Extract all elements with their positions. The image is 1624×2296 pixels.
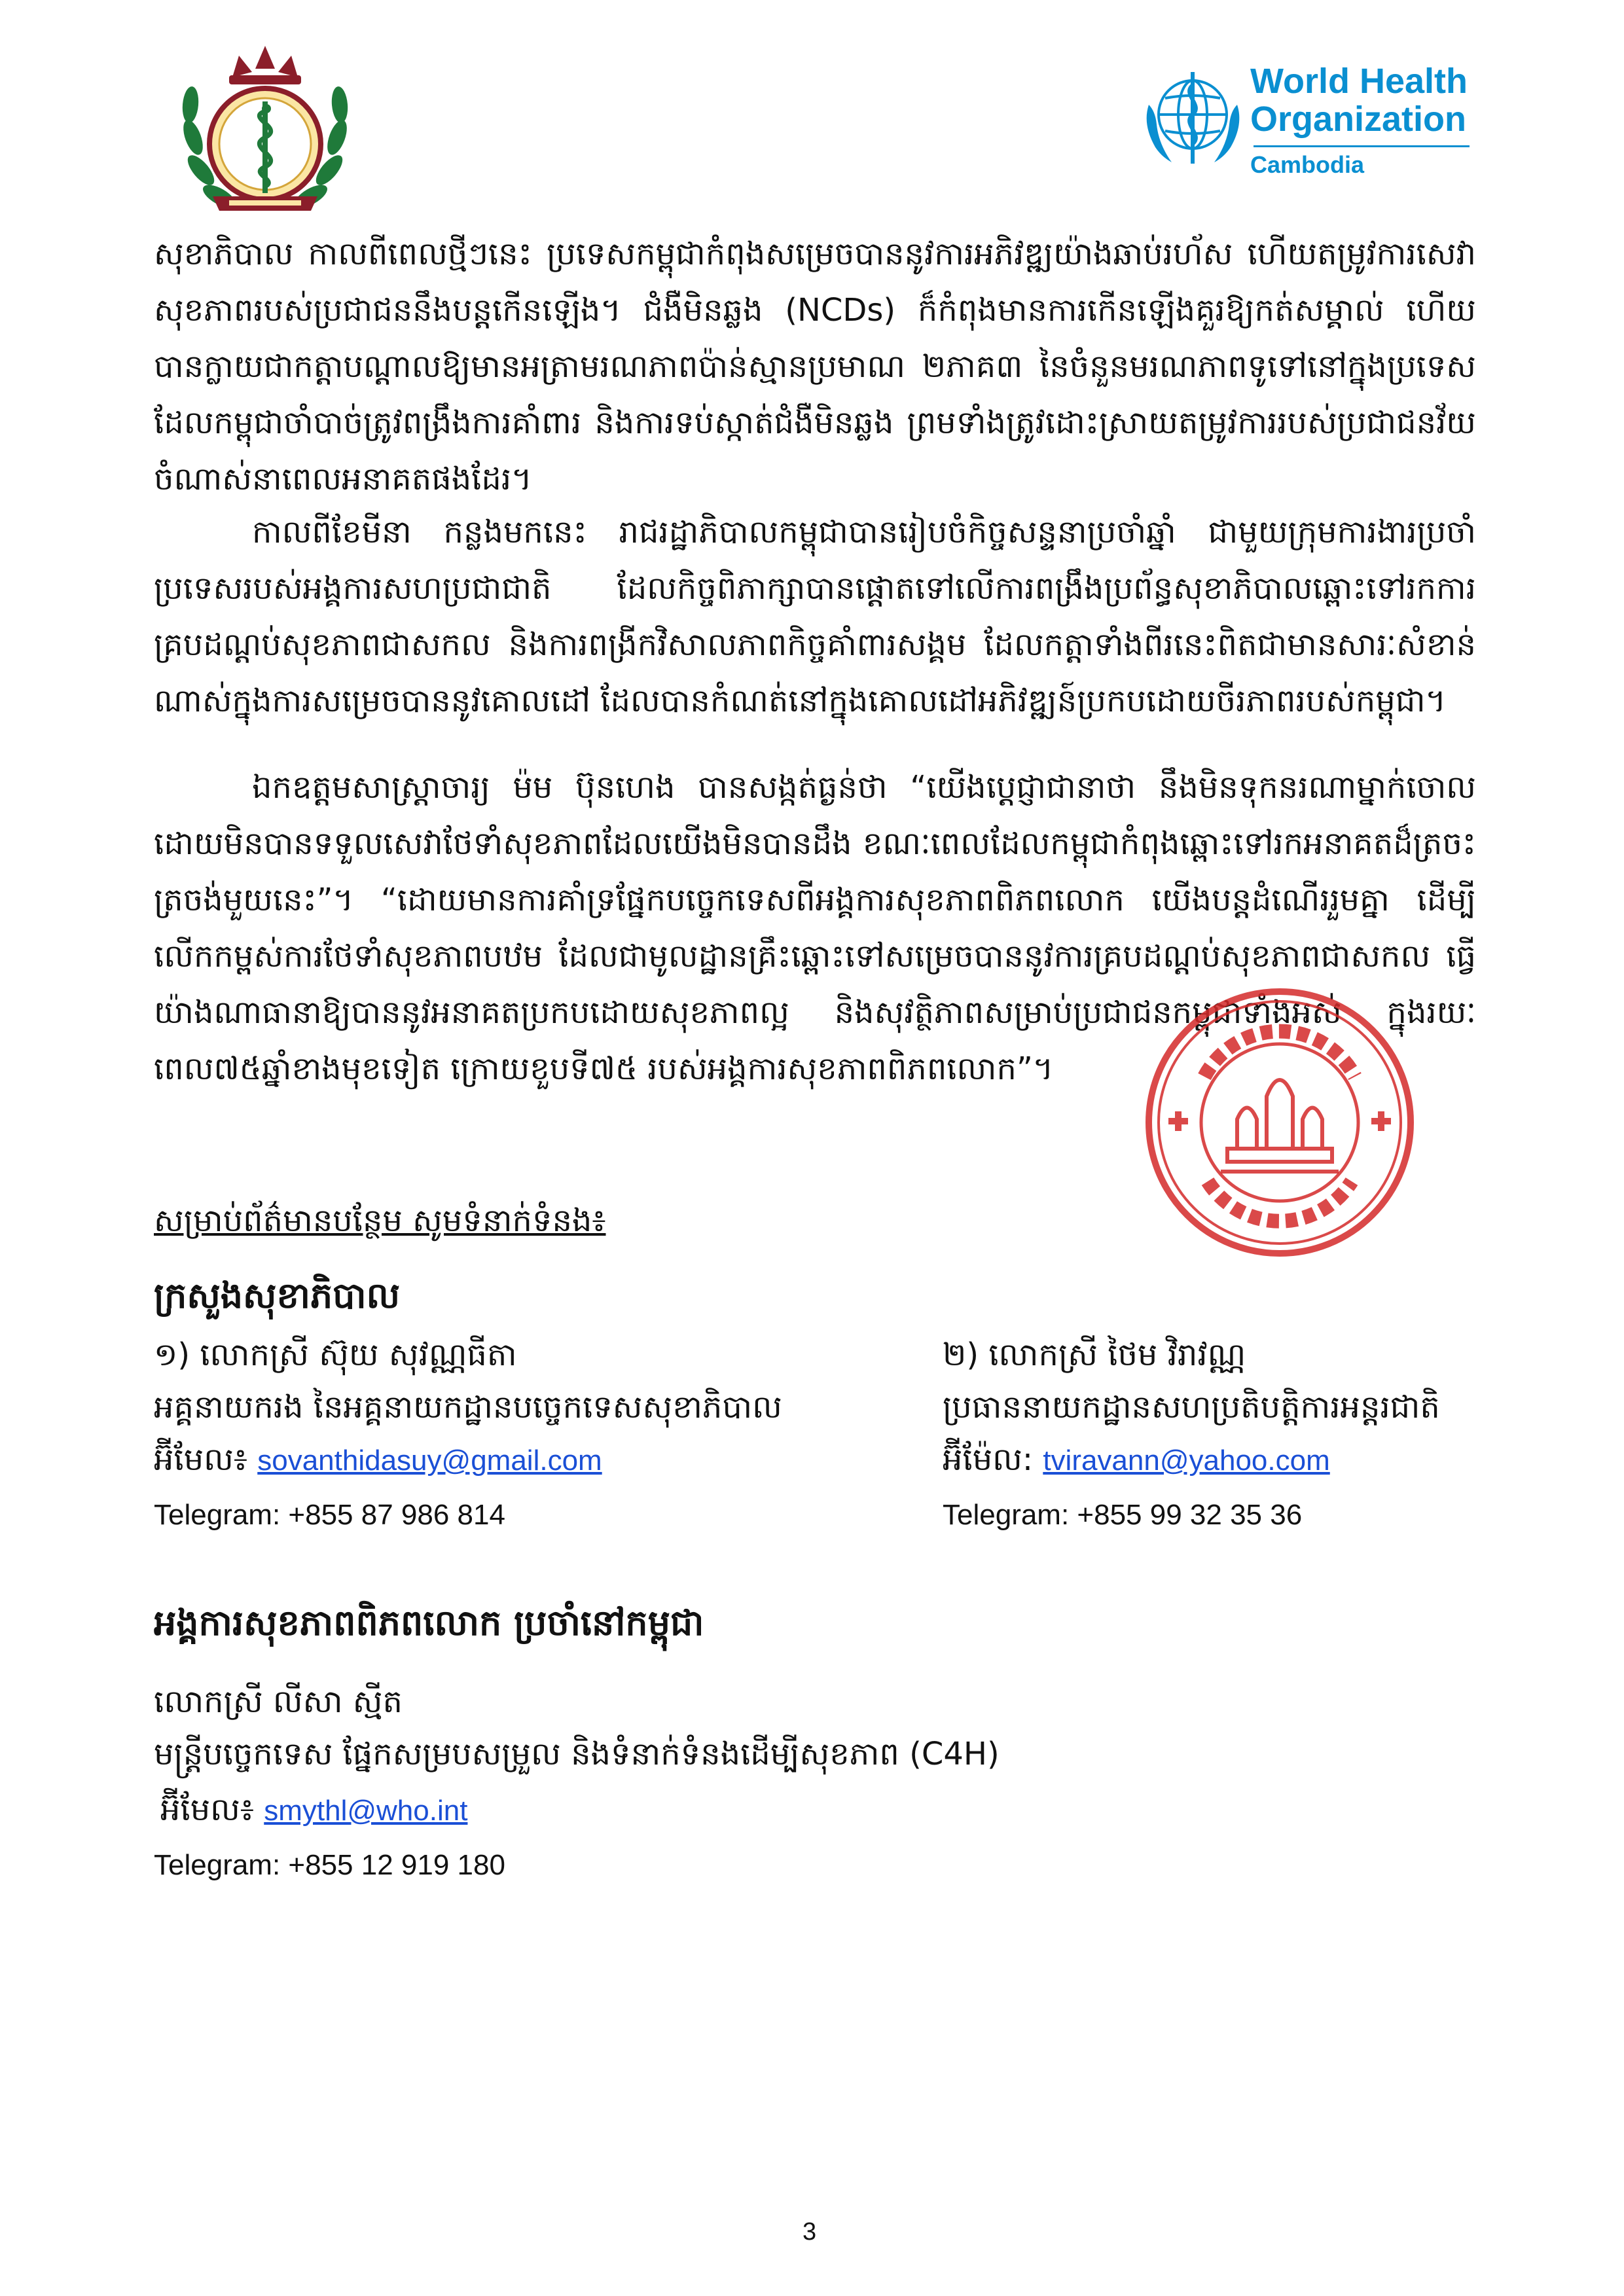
contact-2-title: ប្រធាននាយកដ្ឋានសហប្រតិបត្តិការអន្តរជាតិ <box>943 1389 1440 1426</box>
contact-1-email-label: អ៊ីមែល៖ <box>154 1441 247 1478</box>
contact-3-name: លោកស្រី លីសា ស្មីត <box>154 1683 403 1720</box>
contact-3-email-row <box>160 1790 467 1831</box>
who-contacts-heading: អង្គការសុខភាពពិភពលោក ប្រចាំនៅកម្ពុជា <box>154 1602 704 1643</box>
ministry-of-health-logo <box>167 39 363 229</box>
contact-2-email-label: អ៊ីម៉ែល: <box>943 1441 1034 1478</box>
who-logo-divider <box>1254 145 1470 147</box>
more-info-label: សម្រាប់ព័ត៌មានបន្ថែម សូមទំនាក់ទំនង៖ <box>154 1202 606 1239</box>
page-number: 3 <box>803 2218 817 2246</box>
contact-3-email-link[interactable]: smythl@who.int <box>264 1795 468 1827</box>
contact-1-title: អគ្គនាយករង នៃអគ្គនាយកដ្ឋានបច្ចេកទេសសុខាភិបាល <box>154 1389 782 1426</box>
who-logo-line-2: Organization <box>1250 99 1467 139</box>
contact-3-title: មន្ត្រីបច្ចេកទេស ផ្នែកសម្របសម្រួល និងទំនាក់ទំនងដើម្បីសុខភាព (C4H) <box>154 1736 1000 1772</box>
contact-2-email-link[interactable]: tviravann@yahoo.com <box>1043 1444 1330 1477</box>
contact-3-email-label: អ៊ីមែល៖ <box>160 1791 254 1828</box>
contact-1-email-row <box>154 1440 602 1480</box>
body-paragraph-3: ឯកឧត្តមសាស្ត្រាចារ្យ ម៉ម ប៊ុនហេង បានសង្កត់ធ្ងន់ថា “យើងប្តេជ្ញាជានាថា នឹងមិនទុកនរណាម្នាក់ចោលដោយមិនបានទទួលសេវាថែទាំសុខភាពដែលយើងមិនបានដឹង ខណៈពេលដែលកម្ពុជាកំពុងឆ្ពោះទៅរកអនាគតដ៏ត្រចះត្រចង់មួយនេះ”។ “ដោយមានការគាំទ្រផ្នែកបច្ចេកទេសពីអង្គការសុខភាពពិភពលោក យើងបន្តដំណើររួមគ្នា ដើម្បីលើកកម្ពស់ការថែទាំសុខភាពបឋម ដែលជាមូលដ្ឋានគ្រឹះឆ្ពោះទៅសម្រេចបាននូវការគ្របដណ្តប់សុខភាពជាសកល ធ្វើយ៉ាងណាធានាឱ្យបាននូវអនាគតប្រកបដោយសុខភាពល្អ និងសុវត្ថិភាពសម្រាប់ប្រជាជនកម្ពុជាទាំងអស់ ក្នុងរយៈពេល៧៥ឆ្នាំខាងមុខទៀត ក្រោយខួបទី៧៥ របស់អង្គការសុខភាពពិភពលោក”។ <box>154 769 1476 1087</box>
contact-2-email-row <box>943 1440 1330 1480</box>
who-emblem-icon <box>1136 59 1250 173</box>
moh-contacts-heading: ក្រសួងសុខាភិបាល <box>154 1275 400 1316</box>
who-logo-line-3: Cambodia <box>1250 151 1365 178</box>
body-paragraph-1: សុខាភិបាល កាលពីពេលថ្មីៗនេះ ប្រទេសកម្ពុជាកំពុងសម្រេចបាននូវការអភិវឌ្ឍយ៉ាងឆាប់រហ័ស ហើយតម្រូវការសេវាសុខភាពរបស់ប្រជាជននឹងបន្តកើនឡើង។ ជំងឺមិនឆ្លង (NCDs) ក៏កំពុងមានការកើនឡើងគួរឱ្យកត់សម្គាល់ ហើយបានក្លាយជាកត្តាបណ្តាលឱ្យមានអត្រាមរណភាពប៉ាន់ស្មានប្រមាណ ២ភាគ៣ នៃចំនួនមរណភាពទូទៅនៅក្នុងប្រទេស ដែលកម្ពុជាចាំបាច់ត្រូវពង្រឹងការគាំពារ និងការទប់ស្កាត់ជំងឺមិនឆ្លង ព្រមទាំងត្រូវដោះស្រាយតម្រូវការរបស់ប្រជាជនវ័យចំណាស់នាពេលអនាគតផងដែរ។ <box>154 236 1476 497</box>
contact-1-email-link[interactable]: sovanthidasuy@gmail.com <box>257 1444 602 1477</box>
contact-1-name: ១) លោកស្រី ស៊ុយ សុវណ្ណធីតា <box>154 1336 517 1373</box>
body-paragraph-2: កាលពីខែមីនា កន្លងមកនេះ រាជរដ្ឋាភិបាលកម្ពុជាបានរៀបចំកិច្ចសន្ទនាប្រចាំឆ្នាំ ជាមួយក្រុមការងារប្រចាំប្រទេសរបស់អង្គការសហប្រជាជាតិ ដែលកិច្ចពិភាក្សាបានផ្តោតទៅលើការពង្រឹងប្រព័ន្ធសុខាភិបាលឆ្ពោះទៅរកការគ្របដណ្តប់សុខភាពជាសកល និងការពង្រីកវិសាលភាពកិច្ចគាំពារសង្គម ដែលកត្តាទាំងពីរនេះពិតជាមានសារៈសំខាន់ណាស់ក្នុងការសម្រេចបាននូវគោលដៅ ដែលបានកំណត់នៅក្នុងគោលដៅអភិវឌ្ឍន៍ប្រកបដោយចីរភាពរបស់កម្ពុជា។ <box>154 514 1476 719</box>
ministry-seal-stamp <box>1142 985 1417 1260</box>
contact-2-name: ២) លោកស្រី ថៃម វិរាវណ្ណ <box>943 1336 1246 1373</box>
contact-3-telegram: Telegram: +855 12 919 180 <box>154 1849 505 1881</box>
contact-2-telegram: Telegram: +855 99 32 35 36 <box>943 1499 1303 1531</box>
contact-1-telegram: Telegram: +855 87 986 814 <box>154 1499 505 1531</box>
who-cambodia-logo <box>1136 52 1476 190</box>
who-logo-line-1: World Health <box>1250 62 1468 101</box>
